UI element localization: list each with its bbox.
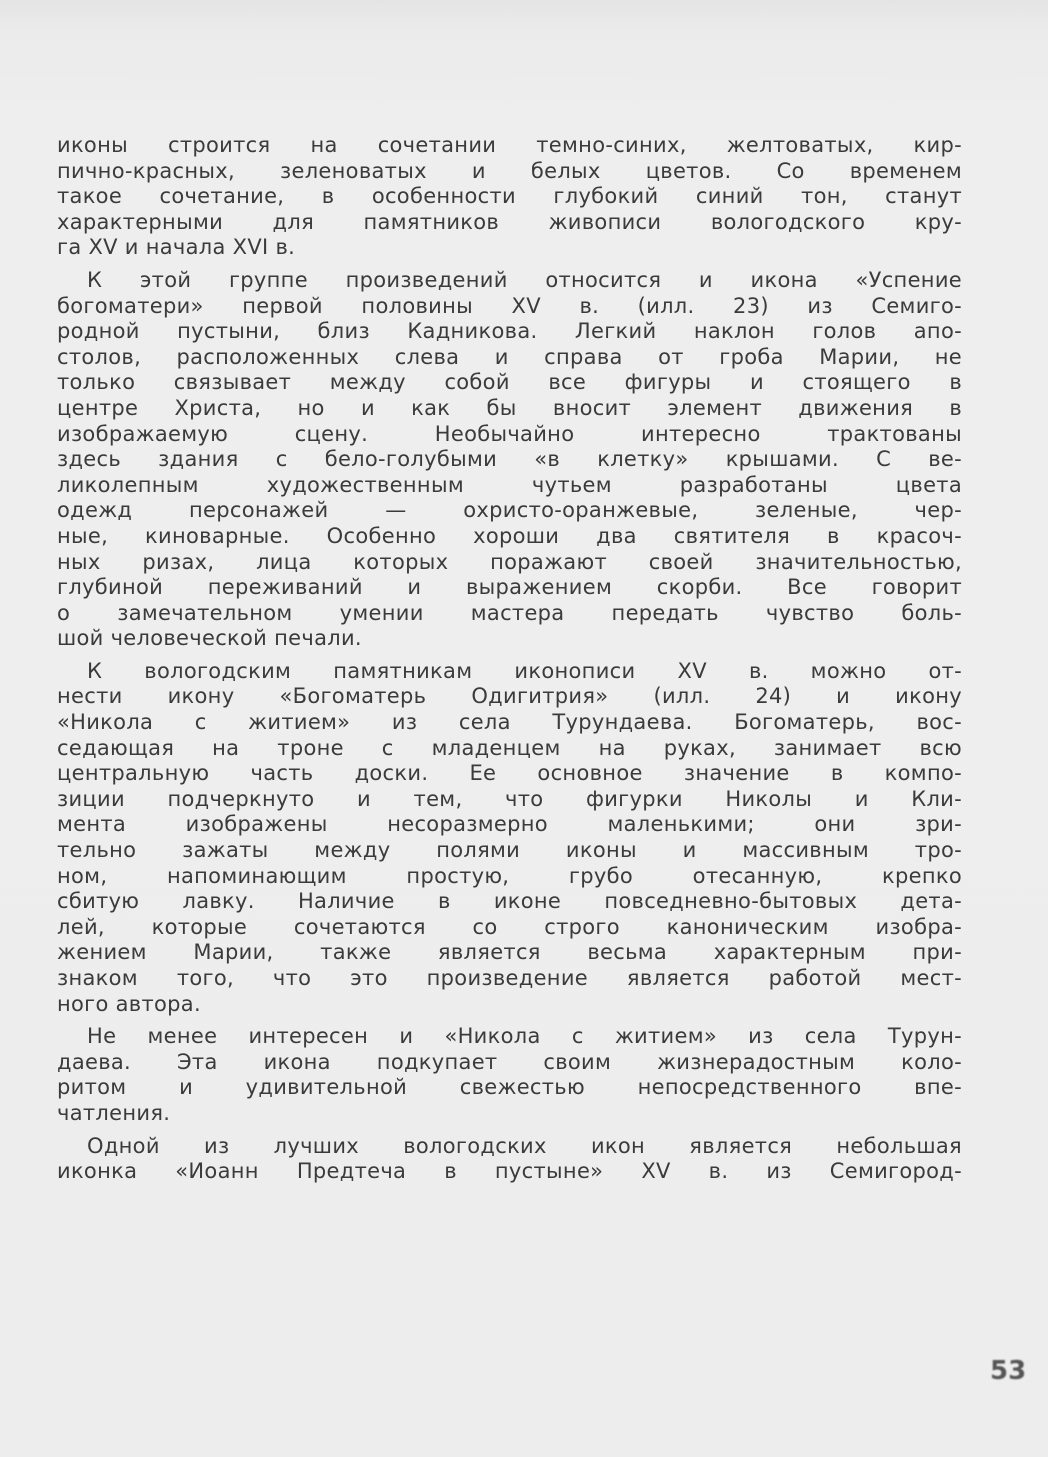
text-line: иконка «Иоанн Предтеча в пустыне» XV в. из Семигород- xyxy=(57,1159,962,1184)
text-line: шой человеческой печали. xyxy=(57,626,362,651)
paragraph xyxy=(57,1134,962,1185)
text-line: глубиной переживаний и выражением скорби. Все говорит xyxy=(57,575,962,600)
text-line: жением Марии, также является весьма характерным при- xyxy=(57,940,962,965)
text-line: сбитую лавку. Наличие в иконе повседневно-бытовых дета- xyxy=(57,889,962,914)
paragraph xyxy=(57,133,962,261)
text-line: ные, киноварные. Особенно хороши два святителя в красоч- xyxy=(57,523,962,548)
text-line: центре Христа, но и как бы вносит элемент движения в xyxy=(57,395,962,420)
text-line: такое сочетание, в особенности глубокий синий тон, станут xyxy=(57,184,962,209)
text-line: тельно зажаты между полями иконы и массивным тро- xyxy=(57,838,962,863)
text-line: богоматери» первой половины XV в. (илл. 23) из Семиго- xyxy=(57,293,962,318)
text-line: ного автора. xyxy=(57,991,201,1016)
text-line: нести икону «Богоматерь Одигитрия» (илл. 24) и икону xyxy=(57,684,962,709)
text-line: иконы строится на сочетании темно-синих, желтоватых, кир- xyxy=(57,133,962,157)
text-line: Не менее интересен и «Никола с житием» из села Турун- xyxy=(87,1024,962,1049)
text-line: ном, напоминающим простую, грубо отесанную, крепко xyxy=(57,863,962,888)
text-line: га XV и начала XVI в. xyxy=(57,235,296,260)
text-line: зиции подчеркнуто и тем, что фигурки Николы и Кли- xyxy=(57,786,962,811)
text-line: Одной из лучших вологодских икон является небольшая xyxy=(87,1133,962,1158)
text-line: пично-красных, зеленоватых и белых цветов. Со временем xyxy=(57,158,962,183)
paragraph xyxy=(57,268,962,652)
text-line: чатления. xyxy=(57,1100,171,1125)
text-line: изображаемую сцену. Необычайно интересно трактованы xyxy=(57,421,962,446)
text-line: знаком того, что это произведение является работой мест- xyxy=(57,966,962,990)
text-line: родной пустыни, близ Кадникова. Легкий наклон голов апо- xyxy=(57,319,962,344)
body-text xyxy=(57,133,962,1192)
text-line: центральную часть доски. Ее основное значение в компо- xyxy=(57,761,962,786)
text-line: одежд персонажей — охристо-оранжевые, зеленые, чер- xyxy=(57,498,962,523)
text-line: ных ризах, лица которых поражают своей значительностью, xyxy=(57,549,962,574)
text-line: лей, которые сочетаются со строго каноническим изобра- xyxy=(57,914,962,939)
text-line: К этой группе произведений относится и икона «Успение xyxy=(87,267,962,292)
text-line: К вологодским памятникам иконописи XV в. можно от- xyxy=(87,658,962,683)
text-line: ритом и удивительной свежестью непосредственного впе- xyxy=(57,1075,962,1100)
text-line: столов, расположенных слева и справа от гроба Марии, не xyxy=(57,344,962,369)
text-line: характерными для памятников живописи вологодского кру- xyxy=(57,209,962,234)
paragraph xyxy=(57,1024,962,1126)
text-line: ликолепным художественным чутьем разработаны цвета xyxy=(57,472,962,497)
text-line: здесь здания с бело-голубыми «в клетку» крышами. С ве- xyxy=(57,447,962,472)
page-number: 53 xyxy=(990,1356,1027,1386)
text-line: только связывает между собой все фигуры и стоящего в xyxy=(57,370,962,395)
text-line: «Никола с житием» из села Турундаева. Богоматерь, вос- xyxy=(57,710,962,735)
text-line: о замечательном умении мастера передать чувство боль- xyxy=(57,600,962,625)
text-line: мента изображены несоразмерно маленькими; они зри- xyxy=(57,812,962,837)
text-line: даева. Эта икона подкупает своим жизнерадостным коло- xyxy=(57,1049,962,1074)
paragraph xyxy=(57,659,962,1017)
text-line: седающая на троне с младенцем на руках, занимает всю xyxy=(57,735,962,760)
